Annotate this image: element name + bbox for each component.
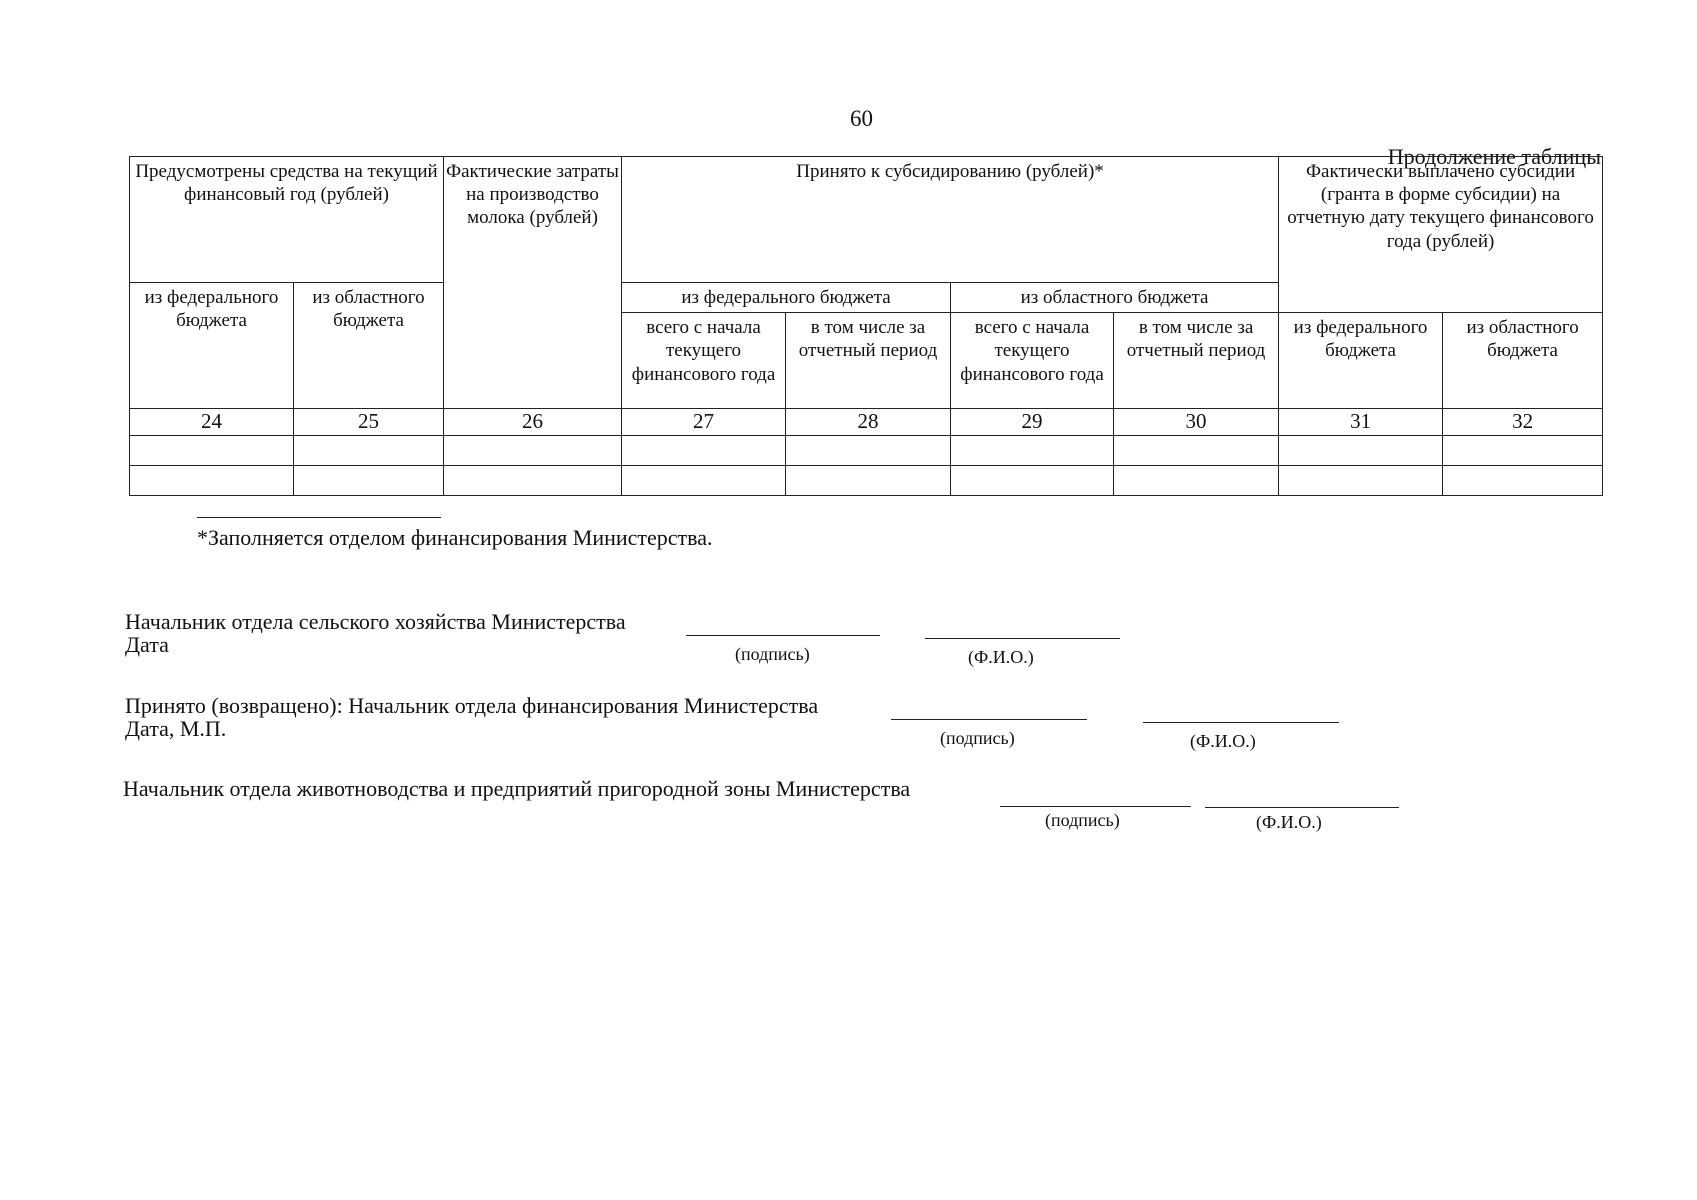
table-cell [786, 465, 951, 495]
date-stamp-label: Дата, М.П. [125, 716, 227, 741]
signature-blank [891, 719, 1087, 720]
header-regional-period: в том числе за отчетный период [1114, 313, 1279, 409]
table-cell [1279, 435, 1443, 465]
table-cell [1443, 435, 1603, 465]
table-row [130, 465, 1603, 495]
column-number: 26 [444, 409, 622, 436]
name-caption: (Ф.И.О.) [968, 647, 1034, 667]
header-accepted-federal: из федерального бюджета [622, 283, 951, 313]
header-accepted-regional: из областного бюджета [951, 283, 1279, 313]
page-number: 60 [850, 106, 873, 131]
header-accepted-for-subsidy: Принято к субсидированию (рублей)* [622, 157, 1279, 283]
subsidy-table [129, 156, 1603, 496]
table-cell [1114, 435, 1279, 465]
column-numbers-row [130, 409, 1603, 436]
table-cell [1443, 465, 1603, 495]
name-blank [1143, 722, 1339, 723]
table-cell [130, 435, 294, 465]
signature-blank [1000, 806, 1191, 807]
header-actual-costs: Фактические затраты на производство молока (рублей) [444, 157, 622, 409]
signature-line-livestock-head: Начальник отдела животноводства и предприятий пригородной зоны Министерства [123, 776, 911, 801]
column-number: 24 [130, 409, 294, 436]
header-regional-since-start: всего с начала текущего финансового года [951, 313, 1114, 409]
column-number: 32 [1443, 409, 1603, 436]
table-cell [130, 465, 294, 495]
name-caption: (Ф.И.О.) [1256, 812, 1322, 832]
table-cell [786, 435, 951, 465]
signature-caption: (подпись) [735, 644, 810, 664]
header-funds-federal: из федерального бюджета [130, 283, 294, 409]
header-paid-federal: из федерального бюджета [1279, 313, 1443, 409]
column-number: 28 [786, 409, 951, 436]
table-cell [951, 435, 1114, 465]
table-cell [622, 435, 786, 465]
header-funds-regional: из областного бюджета [294, 283, 444, 409]
footnote: *Заполняется отделом финансирования Министерства. [197, 525, 713, 550]
header-actually-paid: Фактически выплачено субсидии (гранта в форме субсидии) на отчетную дату текущего финансового года (рублей) [1279, 157, 1603, 313]
table-continuation-label: Продолжение таблицы [1387, 144, 1601, 169]
header-federal-since-start: всего с начала текущего финансового года [622, 313, 786, 409]
table-cell [294, 465, 444, 495]
column-number: 27 [622, 409, 786, 436]
signature-line-agriculture-head: Начальник отдела сельского хозяйства Министерства [125, 609, 626, 634]
table-cell [622, 465, 786, 495]
date-label: Дата [125, 632, 169, 657]
table-cell [294, 435, 444, 465]
column-number: 29 [951, 409, 1114, 436]
column-number: 25 [294, 409, 444, 436]
signature-blank [686, 635, 880, 636]
table-row [130, 435, 1603, 465]
name-blank [1205, 807, 1399, 808]
header-planned-funds: Предусмотрены средства на текущий финансовый год (рублей) [130, 157, 444, 283]
header-paid-regional: из областного бюджета [1443, 313, 1603, 409]
column-number: 30 [1114, 409, 1279, 436]
name-blank [925, 638, 1120, 639]
table-cell [444, 435, 622, 465]
signature-line-finance-head: Принято (возвращено): Начальник отдела финансирования Министерства [125, 693, 819, 718]
table-cell [951, 465, 1114, 495]
table-cell [1114, 465, 1279, 495]
header-federal-period: в том числе за отчетный период [786, 313, 951, 409]
name-caption: (Ф.И.О.) [1190, 731, 1256, 751]
footnote-divider [197, 517, 441, 518]
table-cell [444, 465, 622, 495]
column-number: 31 [1279, 409, 1443, 436]
table-cell [1279, 465, 1443, 495]
signature-caption: (подпись) [1045, 810, 1120, 830]
signature-caption: (подпись) [940, 728, 1015, 748]
